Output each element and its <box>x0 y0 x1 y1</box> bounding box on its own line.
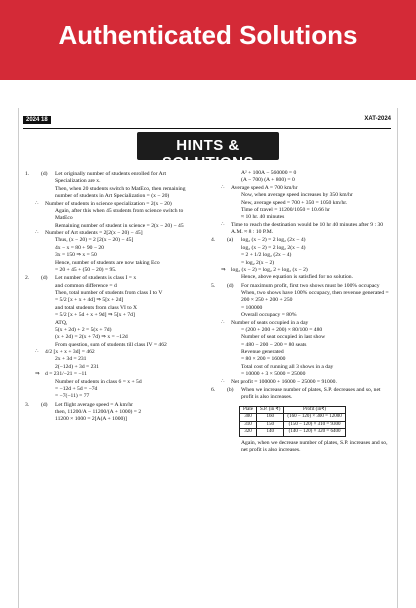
profit-table <box>239 406 346 437</box>
answer-option: (a) <box>227 237 234 244</box>
solution-line: ATQ, <box>55 319 68 326</box>
table-cell: 160 <box>257 414 284 422</box>
solution-line: (x + 2d) = 2(x + 7d) ⇒ x = −12d <box>55 334 128 341</box>
table-cell: 300 <box>240 414 257 422</box>
solution-line: Total cost of running all 3 shows in a day <box>241 363 334 370</box>
question-number: 3. <box>25 401 30 408</box>
solution-line: Number of students in class 6 = x + 5d <box>55 378 142 385</box>
question-number: 4. <box>211 237 216 244</box>
solution-line: = log₂ 2(x − 2) <box>241 259 275 266</box>
table-header-cell: S.P. (in ₹) <box>257 406 284 414</box>
solution-line: ⇒ d = 231/−21 = −11 <box>25 371 197 378</box>
solution-line: ∴ Number of students in science specialization = 2(x − 20) <box>25 201 197 208</box>
right-column <box>211 170 393 455</box>
solution-line: ≈ 10 hr. 40 minutes <box>241 214 285 221</box>
answer-option: (d) <box>41 171 48 177</box>
after-table-text: Again, when we decrease number of plates, S.P. increases and so, net profit is also increases. <box>241 440 388 454</box>
solution-line: = 5/2 [x + 5d + x + 9d] ⇒ 5[x + 7d] <box>55 312 135 319</box>
solution-line: ⇒ log₂ (x − 2) = log₂ 2 + log₂ (x − 2) <box>211 267 393 274</box>
solution-line: 11200 × 1000 = 2[A(A + 1000)] <box>55 416 128 423</box>
solution-line: Hence, number of students are now taking Eco <box>55 259 160 266</box>
question-row <box>25 402 197 409</box>
table-row <box>240 414 346 422</box>
solution-line: = 100000 <box>241 304 263 311</box>
solution-line: and total students from class VI to X <box>55 304 138 311</box>
table-cell: (160 − 120) × 300 = 12000 <box>284 414 345 422</box>
solution-line: = 10000 + 3 × 5000 = 25000 <box>241 371 306 378</box>
table-cell: (140 − 120) × 320 = 6400 <box>284 429 345 437</box>
table-cell: 150 <box>257 421 284 429</box>
question-row <box>211 283 393 290</box>
table-header-cell: Profit (in₹) <box>284 406 345 414</box>
solution-line: Thus, (x − 20) = 2 [2(x − 20) − 45] <box>55 237 134 244</box>
solution-text: Let originally number of students enrolled for Art Specialization are x. <box>55 171 167 185</box>
exam-name: XAT-2024 <box>364 116 391 122</box>
solution-line: Overall occupacy = 80% <box>241 312 297 319</box>
solution-line: Again, after this when 45 students from science switch to MatEco <box>55 207 184 222</box>
solution-line: From question, sum of students till class IV = 462 <box>55 341 167 348</box>
question-row <box>211 387 393 402</box>
solution-line: = 2 + 1/2 log₂ (2x − 4) <box>241 252 292 259</box>
section-title-box <box>137 132 279 171</box>
table-cell: 320 <box>240 429 257 437</box>
solution-line: = 480 − 200 − 200 = 80 seats <box>241 341 307 348</box>
question-number: 6. <box>211 386 216 393</box>
section-title: HINTS & SOLUTIONS <box>161 137 254 171</box>
right-column-lines <box>211 170 393 402</box>
left-column <box>25 170 197 424</box>
table-row <box>240 429 346 437</box>
solution-line: ∴ 4/2 [x + x + 3d] = 462 <box>25 349 197 356</box>
solution-line: = −7(−11) = 77 <box>55 393 90 400</box>
banner-title: Authenticated Solutions <box>58 20 358 50</box>
solution-line: and common difference = d <box>55 282 117 289</box>
solution-text: Let flight average speed = A km/hr <box>55 401 134 408</box>
document-page <box>18 108 398 608</box>
question-row <box>211 237 393 244</box>
solution-line: = 20 + 45 + (50 − 20) = 95. <box>55 266 117 273</box>
solution-text: Let number of students is class I = x <box>55 275 137 282</box>
solution-line: Remaining number of student in science = 2(x − 20) − 45 <box>55 222 184 229</box>
answer-option: (b) <box>227 386 234 393</box>
solution-line: 5(x + 2d) + 2 = 5(x + 7d) <box>55 326 112 333</box>
solution-line: = −12d + 5d = −7d <box>55 385 98 392</box>
question-number: 5. <box>211 282 216 289</box>
answer-option: (d) <box>41 275 48 282</box>
solution-line: New, average speed = 700 + 350 = 1050 km/hr. <box>241 199 348 206</box>
solution-line: 2x + 3d = 231 <box>55 356 87 363</box>
solution-line: = (200 + 200 + 200) × 80/100 = 480 <box>241 326 323 333</box>
solution-line: Hence, above equation is satisfied for no solution. <box>241 274 354 281</box>
table-row <box>240 421 346 429</box>
solution-line: 4x − x = 80 + 90 − 20 <box>55 244 104 251</box>
solution-line: Time of travel = 11200/1050 = 10.66 hr <box>241 206 330 213</box>
table-cell: 140 <box>257 429 284 437</box>
solution-line: Then, total number of students from class I to V <box>55 290 163 296</box>
solution-text: For maximum profit, first two shows must be 100% occupacy <box>241 282 380 289</box>
solution-text: When we increase number of plates, S.P. decreases and so, net profit is also increases. <box>241 386 381 401</box>
question-number: 2. <box>25 275 30 282</box>
question-row <box>25 275 197 282</box>
answer-option: (d) <box>41 401 48 408</box>
solution-line: (A − 700) (A + 800) = 0 <box>241 177 295 184</box>
solution-line: 3x = 150 ⇒ x = 50 <box>55 252 97 259</box>
solution-line: then, 11200/A − 11200/(A + 1000) = 2 <box>55 409 142 415</box>
solution-line: Revenue generated <box>241 349 284 355</box>
page-header <box>19 116 398 126</box>
table-header-cell: Plate <box>240 406 257 414</box>
page-number: 2024 18 <box>23 116 51 124</box>
solution-line: ∴ Average speed A = 700 km/hr <box>211 185 393 192</box>
solution-line: Then, when 20 students switch to MatEco, then remaining number of students in Art Specialization = (x − 20) <box>55 185 186 200</box>
banner <box>0 0 416 80</box>
solution-line: ∴ Net profit = 100000 + 16000 − 25000 = 91000. <box>211 379 393 386</box>
solution-line: When, two shows have 100% occupacy, then revenue generated = 200 × 250 + 200 + 250 <box>241 290 389 304</box>
table-cell: 310 <box>240 421 257 429</box>
question-number: 1. <box>25 171 30 177</box>
solution-line: ∴ Number of seats occupied in a day <box>211 320 393 327</box>
table-cell: (150 − 120) × 310 = 9300 <box>284 421 345 429</box>
solution-line: = 5/2 [x + x + 4d] ⇒ 5[x + 2d] <box>55 297 124 304</box>
solution-line: 2(−12d) + 3d = 231 <box>55 363 99 370</box>
solution-line: ∴ Number of Art students = 2[2(x − 20) − 45] <box>25 230 197 237</box>
solution-line: = 80 × 200 = 16000 <box>241 356 286 363</box>
solution-text: log₂ (x − 2) = 2 log₂ (2x − 4) <box>241 237 306 244</box>
solution-line: ∴ Time to reach the destination would be 10 hr 40 minutes after 9 : 30 A.M. ≈ 8 : 10 P.M. <box>211 222 393 237</box>
answer-option: (d) <box>227 282 234 289</box>
table-header-row <box>240 406 346 414</box>
solution-line: Number of seat occupied in last show <box>241 334 326 341</box>
solution-line: A² + 100A − 560000 = 0 <box>241 170 297 176</box>
solution-line: Now, when average speed increases by 350 km/hr <box>241 192 353 199</box>
solution-line: log₂ (x − 2) = 2 log₂ 2(x − 4) <box>241 244 306 251</box>
header-rule <box>23 128 391 129</box>
question-row <box>25 171 197 186</box>
